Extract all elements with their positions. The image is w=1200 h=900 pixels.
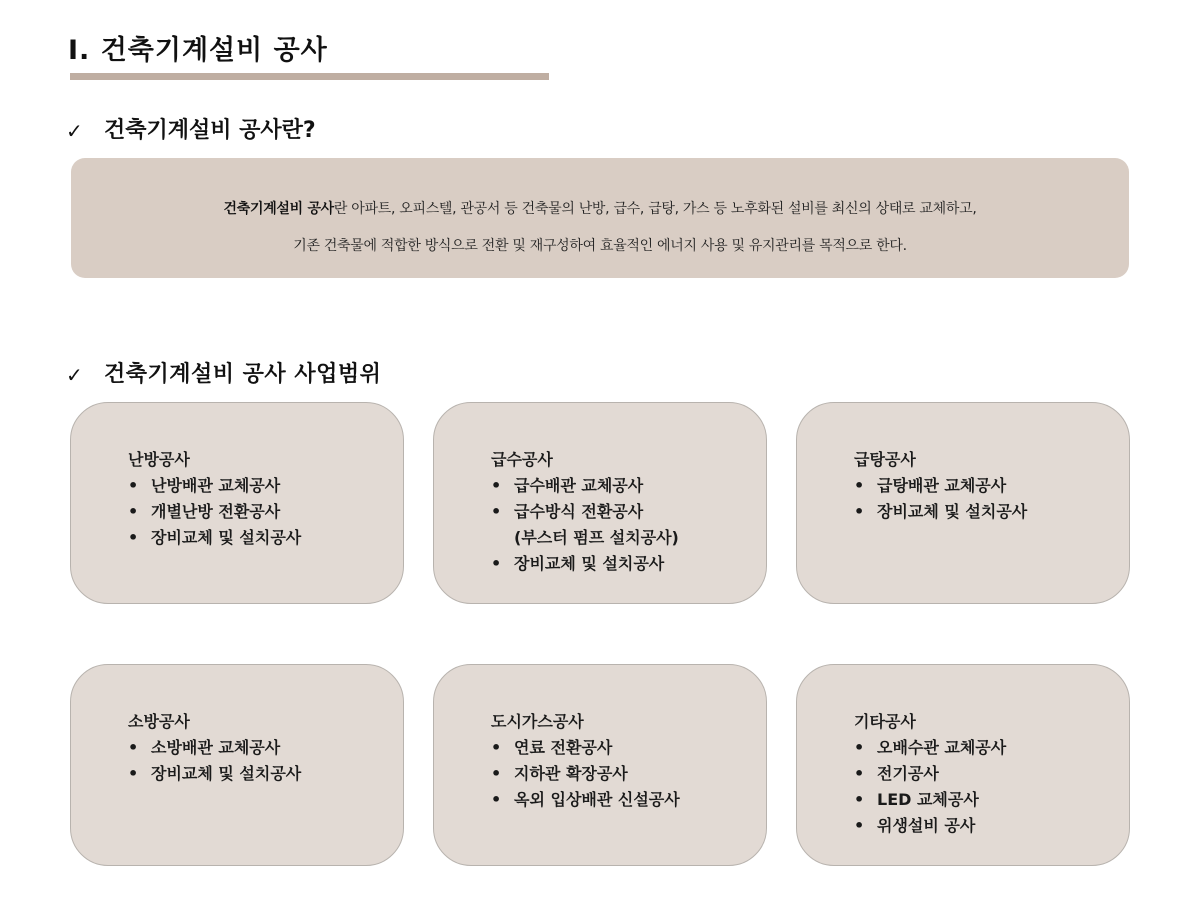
- definition-bold-term: 건축기계설비 공사: [223, 201, 334, 217]
- bullet-icon: •: [491, 790, 502, 809]
- definition-line-2: 기존 건축물에 적합한 방식으로 전환 및 재구성하여 효율적인 에너지 사용 및 유지관리를 목적으로 한다.: [293, 238, 907, 254]
- list-item-text: 전기공사: [877, 764, 939, 783]
- list-item: [128, 473, 403, 499]
- list-item-text: 장비교체 및 설치공사: [151, 528, 302, 547]
- card-title: 소방공사: [128, 712, 190, 731]
- list-item: [854, 813, 1129, 839]
- bullet-icon: •: [491, 738, 502, 757]
- card-item-list: [491, 473, 766, 577]
- bullet-icon: •: [854, 790, 865, 809]
- list-item: [854, 499, 1129, 525]
- definition-line-1: [71, 191, 1129, 228]
- bullet-icon: •: [854, 816, 865, 835]
- scope-heading-text: 건축기계설비 공사 사업범위: [104, 362, 382, 387]
- bullet-icon: •: [491, 554, 502, 573]
- checkmark-icon: ✓: [66, 119, 83, 143]
- list-item: [854, 735, 1129, 761]
- card-item-list: [491, 735, 766, 813]
- list-item-text: LED 교체공사: [877, 790, 979, 809]
- list-item: [128, 761, 403, 787]
- bullet-icon: •: [491, 764, 502, 783]
- definition-heading-text: 건축기계설비 공사란?: [104, 118, 316, 143]
- list-item: [491, 499, 766, 525]
- card-item-list: [128, 473, 403, 551]
- definition-box: [71, 158, 1129, 278]
- list-item-text: 장비교체 및 설치공사: [514, 554, 665, 573]
- list-item-text: 장비교체 및 설치공사: [151, 764, 302, 783]
- list-item: [854, 787, 1129, 813]
- list-item-text: 난방배관 교체공사: [151, 476, 281, 495]
- list-item-text: 소방배관 교체공사: [151, 738, 281, 757]
- bullet-icon: •: [128, 476, 139, 495]
- bullet-icon: •: [128, 738, 139, 757]
- card-title: 급수공사: [491, 450, 553, 469]
- bullet-icon: •: [854, 738, 865, 757]
- card-title: 난방공사: [128, 450, 190, 469]
- list-item: [128, 499, 403, 525]
- card-item-list: [854, 473, 1129, 525]
- list-item-text: 개별난방 전환공사: [151, 502, 281, 521]
- card-item-list: [128, 735, 403, 787]
- definition-heading: [66, 116, 316, 146]
- bullet-icon: •: [491, 476, 502, 495]
- bullet-icon: •: [854, 764, 865, 783]
- list-item: [491, 551, 766, 577]
- card-title: 급탕공사: [854, 450, 916, 469]
- list-item-text: 연료 전환공사: [514, 738, 613, 757]
- bullet-icon: •: [128, 764, 139, 783]
- list-item: [128, 525, 403, 551]
- list-item: [854, 761, 1129, 787]
- list-item-text: 옥외 입상배관 신설공사: [514, 790, 680, 809]
- list-item: [491, 473, 766, 499]
- scope-card-fire-protection: [70, 664, 404, 866]
- scope-heading: [66, 360, 381, 390]
- definition-line-1-text: 란 아파트, 오피스텔, 관공서 등 건축물의 난방, 급수, 급탕, 가스 등 노후화된 설비를 최신의 상태로 교체하고,: [333, 201, 977, 217]
- bullet-icon: •: [854, 476, 865, 495]
- checkmark-icon: ✓: [66, 363, 84, 387]
- scope-card-heating: [70, 402, 404, 604]
- section-title-underline: [70, 73, 549, 80]
- bullet-icon: •: [128, 502, 139, 521]
- list-item: [128, 735, 403, 761]
- list-item: [491, 787, 766, 813]
- list-item-text: 위생설비 공사: [877, 816, 976, 835]
- card-item-list: [854, 735, 1129, 839]
- list-item-text: 급수배관 교체공사: [514, 476, 644, 495]
- list-item-text: 급탕배관 교체공사: [877, 476, 1007, 495]
- card-title: 기타공사: [854, 712, 916, 731]
- list-item-text: 지하관 확장공사: [514, 764, 628, 783]
- scope-card-other: [796, 664, 1130, 866]
- list-item-continuation: (부스터 펌프 설치공사): [514, 528, 679, 547]
- bullet-icon: •: [128, 528, 139, 547]
- list-item: [491, 761, 766, 787]
- scope-card-water-supply: [433, 402, 767, 604]
- list-item: [491, 735, 766, 761]
- card-title: 도시가스공사: [491, 712, 584, 731]
- bullet-icon: •: [854, 502, 865, 521]
- bullet-icon: •: [491, 502, 502, 521]
- scope-card-city-gas: [433, 664, 767, 866]
- scope-card-hot-water: [796, 402, 1130, 604]
- list-item: [854, 473, 1129, 499]
- list-item-text: 오배수관 교체공사: [877, 738, 1007, 757]
- section-title: Ⅰ. 건축기계설비 공사: [68, 35, 328, 66]
- list-item-text: 장비교체 및 설치공사: [877, 502, 1028, 521]
- list-item-text: 급수방식 전환공사: [514, 502, 644, 521]
